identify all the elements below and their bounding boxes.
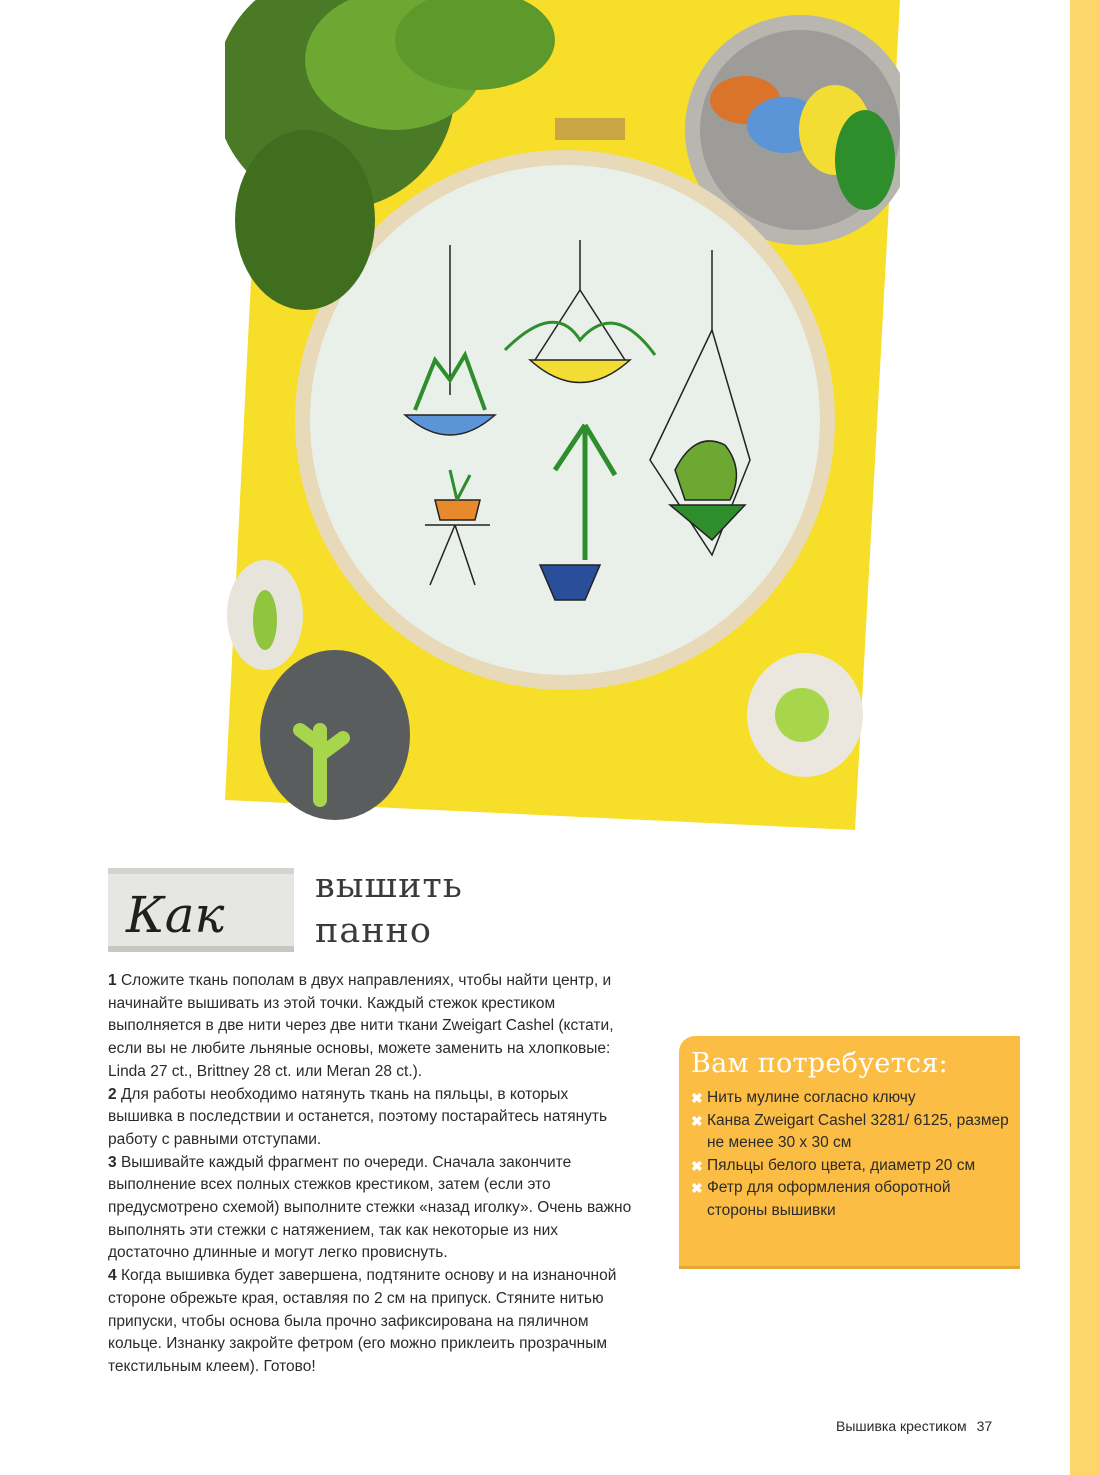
heading-ribbon-label <box>108 868 294 952</box>
page-number: 37 <box>976 1418 993 1434</box>
embroidery-photo <box>225 0 900 830</box>
heading-title-line-2: панно <box>315 911 432 951</box>
cross-stitch-bullet-icon: ✖ <box>691 1157 703 1174</box>
materials-item <box>691 1087 1010 1110</box>
cross-stitch-bullet-icon: ✖ <box>691 1112 703 1129</box>
materials-item-text: Нить мулине согласно ключу <box>707 1089 916 1106</box>
cross-stitch-bullet-icon: ✖ <box>691 1090 703 1106</box>
instruction-step <box>108 1152 633 1266</box>
section-heading <box>108 860 608 960</box>
materials-item <box>691 1155 1010 1178</box>
cross-stitch-bullet-icon: ✖ <box>691 1180 703 1196</box>
instruction-step <box>108 970 633 1084</box>
materials-box <box>679 1036 1020 1269</box>
materials-item-text: Пяльцы белого цвета, диаметр 20 см <box>707 1156 976 1174</box>
step-number: 1 <box>108 972 117 989</box>
instruction-step <box>108 1265 633 1379</box>
footer-section-title: Вышивка крестиком <box>836 1418 967 1434</box>
step-text: Когда вышивка будет завершена, подтяните основу и на изнаночной стороне обрежьте края, оставляя по 2 см на припуск. Стяните нитью припуски, чтобы основа была прочно зафиксирована на пяличном кольце. Изнанку закройте фетром (его можно приклеить прозрачным текстильным клеем). Готово! <box>108 1267 617 1375</box>
step-number: 2 <box>108 1085 117 1103</box>
materials-item <box>691 1177 1010 1222</box>
materials-item <box>691 1110 1010 1155</box>
step-text: Для работы необходимо натянуть ткань на пяльцы, в которых вышивка в последствии и останется, поэтому постарайтесь натянуть работу с равными отступами. <box>108 1085 608 1148</box>
page-footer <box>836 1418 992 1434</box>
step-number: 4 <box>108 1267 117 1285</box>
materials-item-text: Канва Zweigart Cashel 3281/ 6125, размер не менее 30 х 30 см <box>707 1111 1009 1151</box>
materials-list <box>691 1087 1010 1222</box>
step-number: 3 <box>108 1153 117 1171</box>
page-edge-tab <box>1070 0 1100 1475</box>
instruction-steps <box>108 970 633 1379</box>
instruction-step <box>108 1084 633 1152</box>
step-text: Вышивайте каждый фрагмент по очереди. Сначала закончите выполнение всех полных стежков крестиком, затем (если это предусмотрено схемой) выполните стежки «назад иголку». Очень важно выполнять эти стежки с натяжением, так как некоторые из них достаточно длинные и могут легко провиснуть. <box>108 1153 632 1262</box>
step-text: Сложите ткань пополам в двух направлениях, чтобы найти центр, и начинайте вышивать из этой точки. Каждый стежок крестиком выполняется в две нити через две нити ткани Zweigart Cashel (кстати, если вы не любите льняные основы, можете заменить на хлопковые: Linda 27 ct., Brittney 28 ct. или Meran 28 ct.). <box>108 972 614 1080</box>
materials-item-text: Фетр для оформления оборотной стороны вышивки <box>707 1179 951 1219</box>
heading-title-line-1: вышить <box>315 866 463 906</box>
heading-label-text: Как <box>126 886 225 944</box>
materials-title: Вам потребуется: <box>691 1048 949 1079</box>
